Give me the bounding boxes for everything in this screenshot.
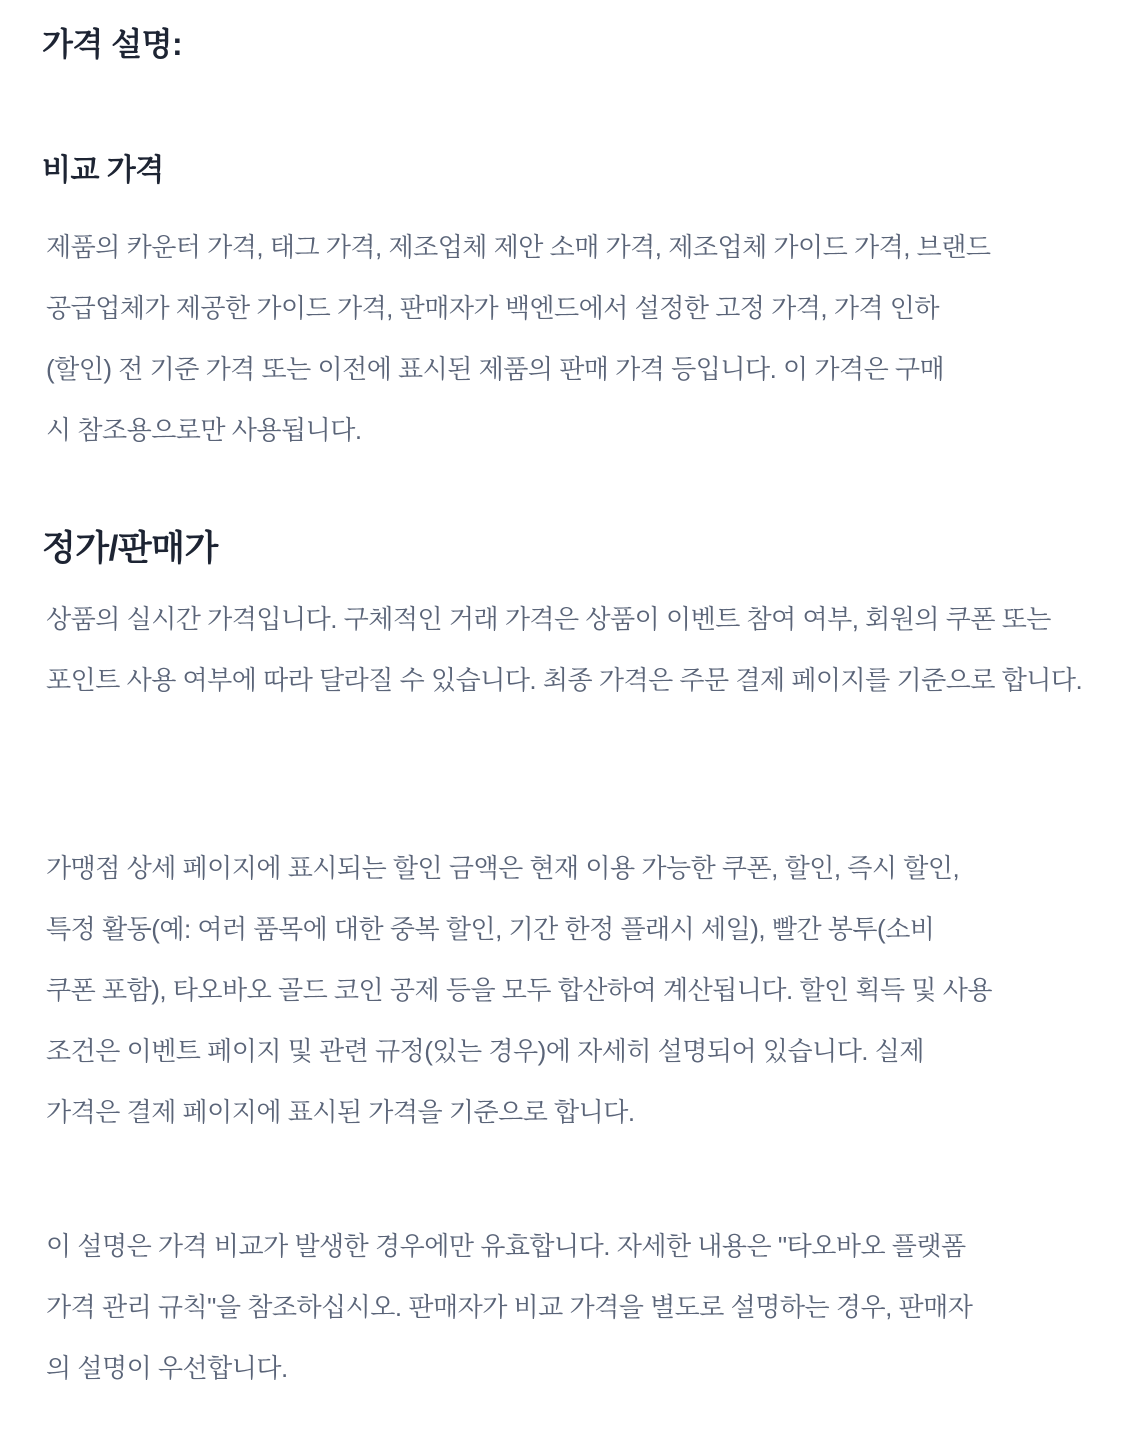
- section-heading-comparison-price: 비교 가격: [42, 154, 164, 187]
- list-sale-price-paragraph: [46, 589, 1105, 711]
- paragraph-line: 이 설명은 가격 비교가 발생한 경우에만 유효합니다. 자세한 내용은 "타오바오 플랫폼: [46, 1231, 966, 1261]
- paragraph-line: 가격은 결제 페이지에 표시된 가격을 기준으로 합니다.: [46, 1097, 635, 1127]
- paragraph-line: 의 설명이 우선합니다.: [46, 1353, 288, 1383]
- page-title: 가격 설명:: [42, 26, 183, 62]
- paragraph-line: 쿠폰 포함), 타오바오 골드 코인 공제 등을 모두 합산하여 계산됩니다. 할인 획득 및 사용: [46, 975, 992, 1005]
- paragraph-line: 공급업체가 제공한 가이드 가격, 판매자가 백엔드에서 설정한 고정 가격, 가격 인하: [46, 293, 940, 323]
- paragraph-line: 시 참조용으로만 사용됩니다.: [46, 415, 362, 445]
- paragraph-line: 상품의 실시간 가격입니다. 구체적인 거래 가격은 상품이 이벤트 참여 여부, 회원의 쿠폰 또는: [46, 604, 1051, 634]
- paragraph-line: (할인) 전 기준 가격 또는 이전에 표시된 제품의 판매 가격 등입니다. 이 가격은 구매: [46, 354, 945, 384]
- section-heading-list-sale-price: 정가/판매가: [42, 529, 218, 568]
- paragraph-line: 특정 활동(예: 여러 품목에 대한 중복 할인, 기간 한정 플래시 세일), 빨간 봉투(소비: [46, 914, 935, 944]
- paragraph-line: 포인트 사용 여부에 따라 달라질 수 있습니다. 최종 가격은 주문 결제 페이지를 기준으로 합니다.: [46, 665, 1083, 695]
- paragraph-line: 제품의 카운터 가격, 태그 가격, 제조업체 제안 소매 가격, 제조업체 가이드 가격, 브랜드: [46, 232, 991, 262]
- paragraph-line: 조건은 이벤트 페이지 및 관련 규정(있는 경우)에 자세히 설명되어 있습니다. 실제: [46, 1036, 924, 1066]
- comparison-price-paragraph: [46, 217, 1105, 461]
- paragraph-line: 가격 관리 규칙"을 참조하십시오. 판매자가 비교 가격을 별도로 설명하는 경우, 판매자: [46, 1292, 973, 1322]
- paragraph-line: 가맹점 상세 페이지에 표시되는 할인 금액은 현재 이용 가능한 쿠폰, 할인, 즉시 할인,: [46, 853, 960, 883]
- discount-calculation-paragraph: [46, 838, 1105, 1143]
- validity-note-paragraph: [46, 1216, 1105, 1399]
